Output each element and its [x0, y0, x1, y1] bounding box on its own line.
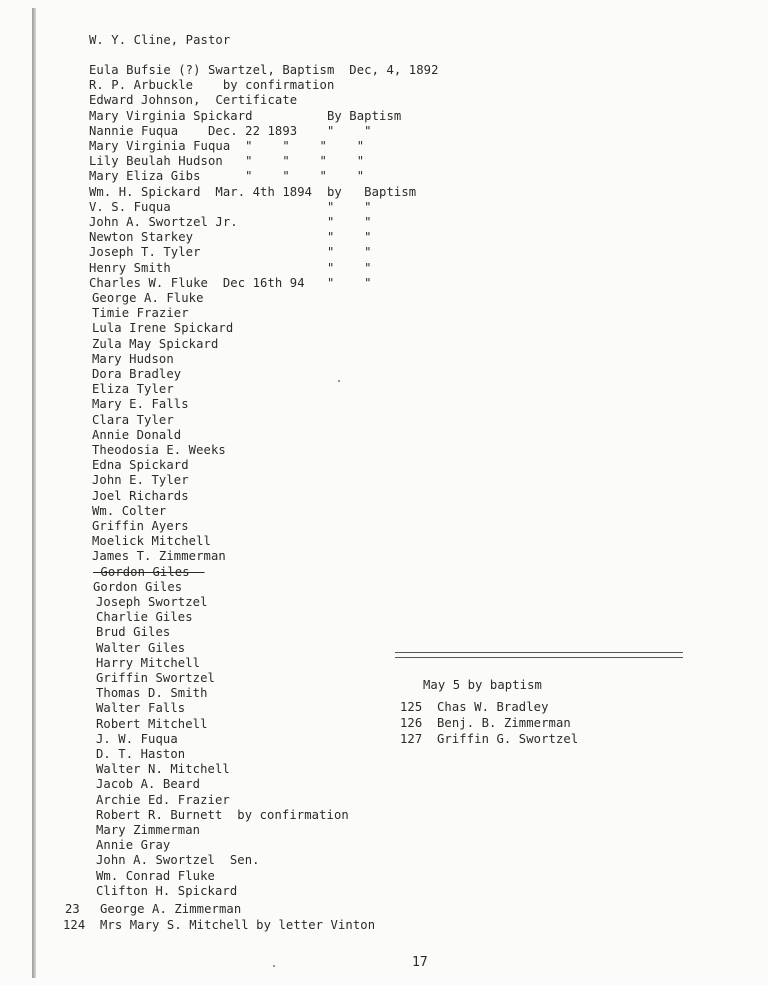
- pastor-header: W. Y. Cline, Pastor: [89, 33, 231, 47]
- entry-number: 125: [400, 700, 423, 714]
- member-entry: Edna Spickard: [92, 458, 189, 472]
- member-entry: Mary E. Falls: [92, 397, 189, 411]
- member-entry: Mary Zimmerman: [96, 823, 201, 837]
- member-entry: Lula Irene Spickard: [92, 321, 234, 335]
- section-divider: [395, 652, 683, 658]
- entry-number: 23: [65, 902, 80, 916]
- member-entry: Annie Donald: [92, 428, 182, 442]
- member-entry: Robert Mitchell: [96, 717, 208, 731]
- entry-number: 126: [400, 716, 423, 730]
- member-entry: D. T. Haston: [96, 747, 186, 761]
- side-note-heading: May 5 by baptism: [423, 678, 542, 692]
- page-number: 17: [412, 955, 428, 970]
- member-entry: Charles W. Fluke Dec 16th 94 " ": [89, 276, 372, 290]
- entry-number: 124: [63, 918, 86, 932]
- member-entry: John E. Tyler: [92, 473, 189, 487]
- member-entry: V. S. Fuqua " ": [89, 200, 372, 214]
- member-entry: Zula May Spickard: [92, 337, 219, 351]
- member-entry: Walter Falls: [96, 701, 186, 715]
- member-entry: Annie Gray: [96, 838, 171, 852]
- member-entry: Griffin G. Swortzel: [437, 732, 579, 746]
- member-entry: Wm. Colter: [92, 504, 167, 518]
- member-entry: Robert R. Burnett by confirmation: [96, 808, 349, 822]
- member-entry: J. W. Fuqua: [96, 732, 178, 746]
- member-entry: Wm. Conrad Fluke: [96, 869, 215, 883]
- member-entry: Charlie Giles: [96, 610, 193, 624]
- member-entry: Jacob A. Beard: [96, 777, 201, 791]
- struck-member-entry: -Gordon Giles--: [93, 565, 205, 579]
- member-entry: Griffin Swortzel: [96, 671, 215, 685]
- paper-speck: [338, 380, 340, 382]
- member-entry: Mary Hudson: [92, 352, 174, 366]
- entry-number: 127: [400, 732, 423, 746]
- member-entry: Joel Richards: [92, 489, 189, 503]
- member-entry: George A. Fluke: [92, 291, 204, 305]
- member-entry: Eula Bufsie (?) Swartzel, Baptism Dec, 4, 1892: [89, 63, 439, 77]
- member-entry: Henry Smith " ": [89, 261, 372, 275]
- member-entry: Gordon Giles: [93, 580, 183, 594]
- member-entry: Benj. B. Zimmerman: [437, 716, 571, 730]
- member-entry: Moelick Mitchell: [92, 534, 211, 548]
- member-entry: Theodosia E. Weeks: [92, 443, 226, 457]
- member-entry: Joseph Swortzel: [96, 595, 208, 609]
- member-entry: Clara Tyler: [92, 413, 174, 427]
- member-entry: Clifton H. Spickard: [96, 884, 238, 898]
- member-entry: John A. Swortzel Jr. " ": [89, 215, 372, 229]
- member-entry: Joseph T. Tyler " ": [89, 245, 372, 259]
- member-entry: Mary Virginia Fuqua " " " ": [89, 139, 365, 153]
- member-entry: John A. Swortzel Sen.: [96, 853, 260, 867]
- member-entry: Dora Bradley: [92, 367, 182, 381]
- member-entry: Nannie Fuqua Dec. 22 1893 " ": [89, 124, 372, 138]
- member-entry: R. P. Arbuckle by confirmation: [89, 78, 335, 92]
- member-entry: Edward Johnson, Certificate: [89, 93, 298, 107]
- member-entry: Wm. H. Spickard Mar. 4th 1894 by Baptism: [89, 185, 417, 199]
- member-entry: Griffin Ayers: [92, 519, 189, 533]
- member-entry: Archie Ed. Frazier: [96, 793, 230, 807]
- member-entry: Walter N. Mitchell: [96, 762, 230, 776]
- member-entry: Thomas D. Smith: [96, 686, 208, 700]
- member-entry: Chas W. Bradley: [437, 700, 549, 714]
- member-entry: George A. Zimmerman: [100, 902, 242, 916]
- member-entry: Brud Giles: [96, 625, 171, 639]
- member-entry: Harry Mitchell: [96, 656, 201, 670]
- paper-speck: [273, 965, 275, 967]
- binding-edge: [32, 8, 36, 978]
- member-entry: Walter Giles: [96, 641, 186, 655]
- member-entry: Lily Beulah Hudson " " " ": [89, 154, 365, 168]
- member-entry: Newton Starkey " ": [89, 230, 372, 244]
- member-entry: Mary Eliza Gibs " " " ": [89, 169, 365, 183]
- member-entry: Eliza Tyler: [92, 382, 174, 396]
- member-entry: Mrs Mary S. Mitchell by letter Vinton: [100, 918, 376, 932]
- member-entry: James T. Zimmerman: [92, 549, 226, 563]
- member-entry: Timie Frazier: [92, 306, 189, 320]
- member-entry: Mary Virginia Spickard By Baptism: [89, 109, 402, 123]
